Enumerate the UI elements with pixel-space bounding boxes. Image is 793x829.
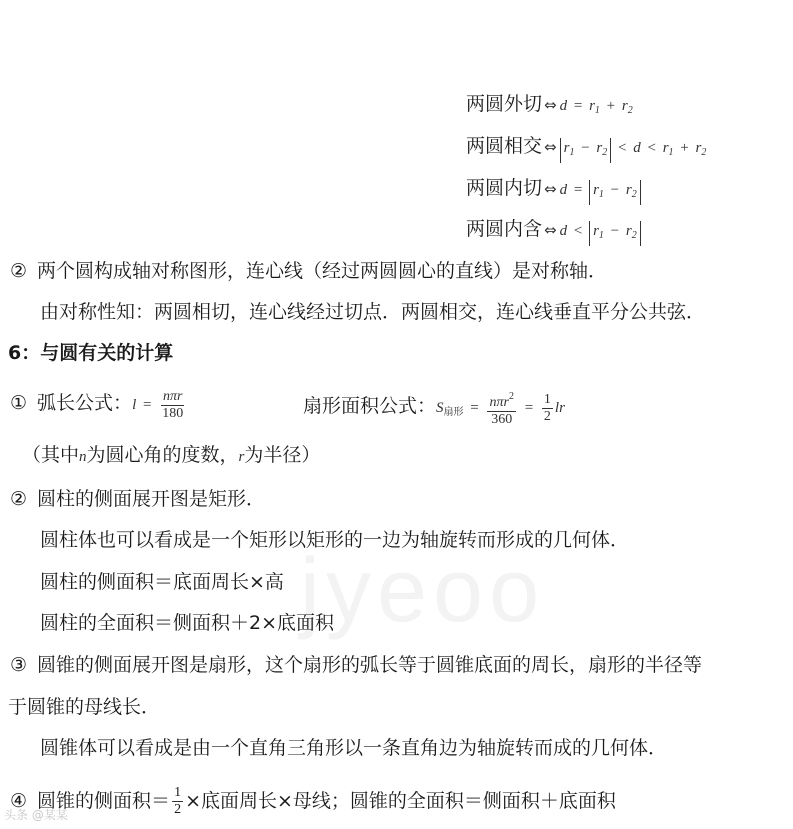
formula-label: 扇形面积公式： (303, 394, 437, 417)
footer-watermark: 头条 @某某 (4, 808, 68, 822)
section-title: 6：与圆有关的计算 (8, 342, 174, 364)
arc-note: （其中n为圆心角的度数，r为半径） (22, 444, 321, 466)
paragraph-text: 两个圆构成轴对称图形，连心线（经过两圆圆心的直线）是对称轴． (37, 260, 608, 282)
cylinder-line: 圆柱的全面积＝侧面积＋2×底面积 (40, 612, 335, 634)
relation-internal-tangent (466, 175, 641, 205)
equivalence-arrow-icon: ⇔ (544, 221, 557, 239)
sector-area-formula (303, 389, 565, 428)
formula: $S_{扇形}$ = $\frac{n\pi r^2}{360}$ = $\frac{1}{2}$ lr (436, 391, 565, 427)
relation-intersect (466, 133, 706, 166)
cone-line: 圆锥体可以看成是由一个直角三角形以一条直角边为轴旋转而成的几何体． (40, 737, 668, 759)
cone-area-formula: ④ 圆锥的侧面积＝ $\frac{1}{2}$ ×底面周长×母线；圆锥的全面积＝侧面积＋底面积 (10, 785, 616, 817)
formula: $d = r_1 + r_2$ (559, 98, 633, 116)
relation-label: 两圆内含 (466, 218, 543, 240)
cone-paragraph: ③ 圆锥的侧面展开图是扇形，这个扇形的弧长等于圆锥底面的周长，扇形的半径等 (10, 654, 703, 676)
cylinder-paragraph: ② 圆柱的侧面展开图是矩形． (10, 488, 266, 510)
relation-label: 两圆外切 (466, 93, 543, 115)
formula: l = $\frac{\text{nπr}}{180}$ (132, 389, 184, 421)
item-marker: ② (10, 488, 28, 510)
formula: $d = r_1 - r_2$ (560, 182, 641, 198)
equivalence-arrow-icon: ⇔ (544, 96, 557, 114)
symmetry-paragraph-cont: 由对称性知：两圆相切，连心线经过切点．两圆相交，连心线垂直平分公共弦． (40, 301, 706, 323)
relation-label: 两圆内切 (466, 177, 543, 199)
symmetry-paragraph (10, 258, 607, 284)
equivalence-arrow-icon: ⇔ (544, 180, 557, 198)
arc-length-formula (10, 389, 187, 422)
item-marker: ② (10, 260, 28, 282)
item-marker: ④ (10, 790, 28, 812)
formula-label: 弧长公式： (37, 391, 133, 414)
cylinder-line: 圆柱的侧面积＝底面周长×高 (40, 571, 284, 593)
watermark: jyeoo (300, 541, 546, 641)
relation-contained (466, 216, 641, 246)
relation-external-tangent (466, 91, 633, 124)
formula: $d < r_1 - r_2$ (560, 223, 641, 239)
item-marker: ① (10, 391, 28, 414)
cone-line: 于圆锥的母线长． (8, 696, 161, 718)
cylinder-line: 圆柱体也可以看成是一个矩形以矩形的一边为轴旋转而形成的几何体． (40, 529, 630, 551)
item-marker: ③ (10, 654, 28, 676)
formula: $r_1 - r_2 < d < r_1 + r_2$ (560, 140, 707, 156)
equivalence-arrow-icon: ⇔ (544, 138, 557, 156)
relation-label: 两圆相交 (466, 135, 543, 157)
